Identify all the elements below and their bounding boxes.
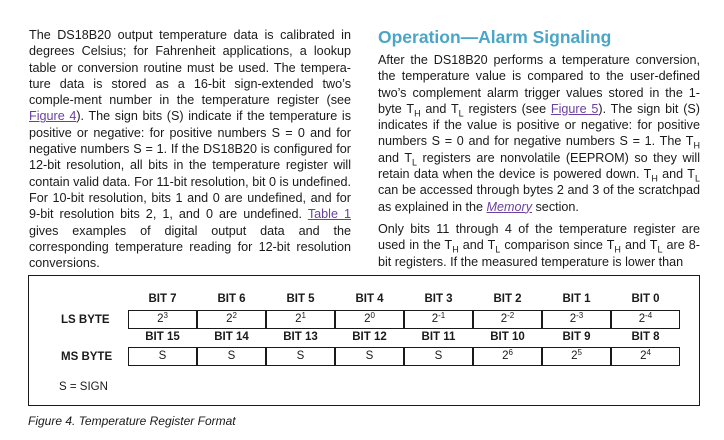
subscript: H xyxy=(414,108,421,119)
subscript: L xyxy=(695,173,701,184)
ms-bit-header: BIT 9 xyxy=(562,331,591,343)
bit-base: 2 xyxy=(226,313,233,325)
text-run: comparison since T xyxy=(500,238,615,253)
ms-bit-header: BIT 13 xyxy=(283,331,318,343)
figure-caption: Figure 4. Temperature Register Format xyxy=(28,414,236,428)
sign-note: S = SIGN xyxy=(59,381,108,393)
text-run: and T xyxy=(458,238,496,253)
ls-bit-cell xyxy=(404,310,473,329)
text-run: ). The sign bits (S) indicate if the temperature is positive or negative: for positive numbers S = 0 and for negative numbers S = 1. If the DS18B20 is configured for 12-bit resolution, all bits in the temperature register will contain valid data. For 11-bit resolution, bit 0 is undefined. For 10-bit resolution, bits 1 and 0 are undefined, and for 9-bit resolution bits 2, 1, and 0 are undefined. xyxy=(29,109,351,222)
ms-byte-label: MS BYTE xyxy=(61,351,113,363)
bit-base: S xyxy=(158,350,167,362)
memory-link[interactable]: Memory xyxy=(486,199,533,214)
ls-byte-label: LS BYTE xyxy=(61,314,110,326)
bit-exponent: 1 xyxy=(301,311,306,320)
bit-base: S xyxy=(227,350,236,362)
ls-bit-cell xyxy=(473,310,542,329)
bit-base: 2 xyxy=(431,313,439,325)
ls-bit-cell xyxy=(542,310,611,329)
text-run: After the DS18B20 performs a temperature conversion, the temperature value is compared to the user-defined two’s complement alarm trigger values stored in the 1-byte T xyxy=(378,53,700,116)
ls-bit-header: BIT 1 xyxy=(562,293,591,305)
ms-bit-header: BIT 8 xyxy=(631,331,660,343)
ls-bit-cell xyxy=(266,310,335,329)
text-run: The DS18B20 output temperature data is calibrated in degrees Celsius; for Fahrenheit applications, a lookup table or conversion routine must be used. The tempera-ture data is stored as a 16-bit sign-extended two’s comple-ment number in the temperature register (see xyxy=(29,28,351,108)
bit-base: S xyxy=(365,350,374,362)
left-column xyxy=(29,27,351,271)
right-paragraph-2 xyxy=(378,221,700,270)
bit-exponent: -1 xyxy=(438,311,446,320)
ls-bit-cell xyxy=(197,310,266,329)
bit-base: 2 xyxy=(638,313,646,325)
ms-bit-cell xyxy=(611,347,680,366)
bit-base: 2 xyxy=(500,313,508,325)
text-run: gives examples of digital output data and the corresponding temperature reading for 12-bit resolution conversions. xyxy=(29,223,351,271)
subscript: H xyxy=(651,173,658,184)
left-paragraph-1 xyxy=(29,27,351,271)
ls-bit-cell xyxy=(335,310,404,329)
text-run: and T xyxy=(420,101,459,116)
text-run: can be accessed through bytes 2 and 3 of the scratchpad as explained in the xyxy=(378,183,700,214)
bit-exponent: 0 xyxy=(370,311,375,320)
right-column xyxy=(378,27,700,270)
text-run: Only bits 11 through 4 of the temperature register are used in the T xyxy=(378,221,700,253)
bit-base: S xyxy=(434,350,443,362)
text-run: are 8-bit registers. If the measured temperature is lower than xyxy=(378,238,700,269)
bit-base: 2 xyxy=(364,313,371,325)
ms-bit-cell xyxy=(542,347,611,366)
ls-bit-header: BIT 0 xyxy=(631,293,660,305)
ms-bit-cell xyxy=(335,347,404,366)
ls-bit-header: BIT 4 xyxy=(355,293,384,305)
text-run: registers (see xyxy=(463,101,551,116)
bit-base: 2 xyxy=(502,350,509,362)
bit-exponent: 4 xyxy=(646,348,651,357)
ms-bit-cell xyxy=(197,347,266,366)
bit-base: S xyxy=(296,350,305,362)
subscript: L xyxy=(412,157,418,168)
subscript: L xyxy=(458,108,464,119)
ls-bit-header: BIT 5 xyxy=(286,293,315,305)
subscript: L xyxy=(657,244,663,255)
bit-exponent: -3 xyxy=(576,311,584,320)
bit-base: 2 xyxy=(569,313,577,325)
ls-bit-header: BIT 2 xyxy=(493,293,522,305)
bit-base: 2 xyxy=(157,313,164,325)
table-1-link[interactable]: Table 1 xyxy=(307,207,352,222)
subscript: H xyxy=(693,141,700,151)
right-paragraph-1 xyxy=(378,52,700,215)
subscript: H xyxy=(452,244,459,255)
ls-bit-cell xyxy=(611,310,680,329)
text-run: registers are nonvolatile (EEPROM) so they will retain data when the device is powered down. T xyxy=(378,150,700,182)
ms-bit-header: BIT 10 xyxy=(490,331,525,343)
ms-bit-header: BIT 15 xyxy=(145,331,180,343)
ls-bit-header: BIT 3 xyxy=(424,293,453,305)
ms-bit-cell xyxy=(128,347,197,366)
bit-exponent: -4 xyxy=(645,311,653,320)
ms-bit-cell xyxy=(266,347,335,366)
temperature-register-figure xyxy=(28,275,700,406)
text-run: and T xyxy=(620,238,658,253)
ms-bit-header: BIT 11 xyxy=(421,331,456,343)
text-run: section. xyxy=(532,199,579,214)
text-run: and T xyxy=(378,150,413,165)
bit-exponent: 5 xyxy=(577,348,582,357)
figure-5-link[interactable]: Figure 5 xyxy=(550,101,599,116)
subscript: L xyxy=(495,244,501,255)
text-run: and T xyxy=(657,167,695,182)
bit-base: 2 xyxy=(640,350,647,362)
bit-base: 2 xyxy=(571,350,578,362)
ms-bit-header: BIT 14 xyxy=(214,331,249,343)
section-heading: Operation—Alarm Signaling xyxy=(378,27,612,47)
ms-bit-cell xyxy=(473,347,542,366)
text-run: ). The sign bit (S) indicates if the value is positive or negative: for positive numbers S = 0 and for negative numbers S = 1. The T xyxy=(378,101,700,149)
ls-bit-header: BIT 6 xyxy=(217,293,246,305)
bit-base: 2 xyxy=(295,313,302,325)
ms-bit-header: BIT 12 xyxy=(352,331,387,343)
bit-exponent: 6 xyxy=(508,348,513,357)
bit-exponent: -2 xyxy=(507,311,515,320)
bit-exponent: 2 xyxy=(232,311,237,320)
subscript: H xyxy=(614,244,621,255)
ls-bit-cell xyxy=(128,310,197,329)
bit-exponent: 3 xyxy=(163,311,168,320)
ls-bit-header: BIT 7 xyxy=(148,293,177,305)
figure-4-link[interactable]: Figure 4 xyxy=(29,109,77,124)
ms-bit-cell xyxy=(404,347,473,366)
